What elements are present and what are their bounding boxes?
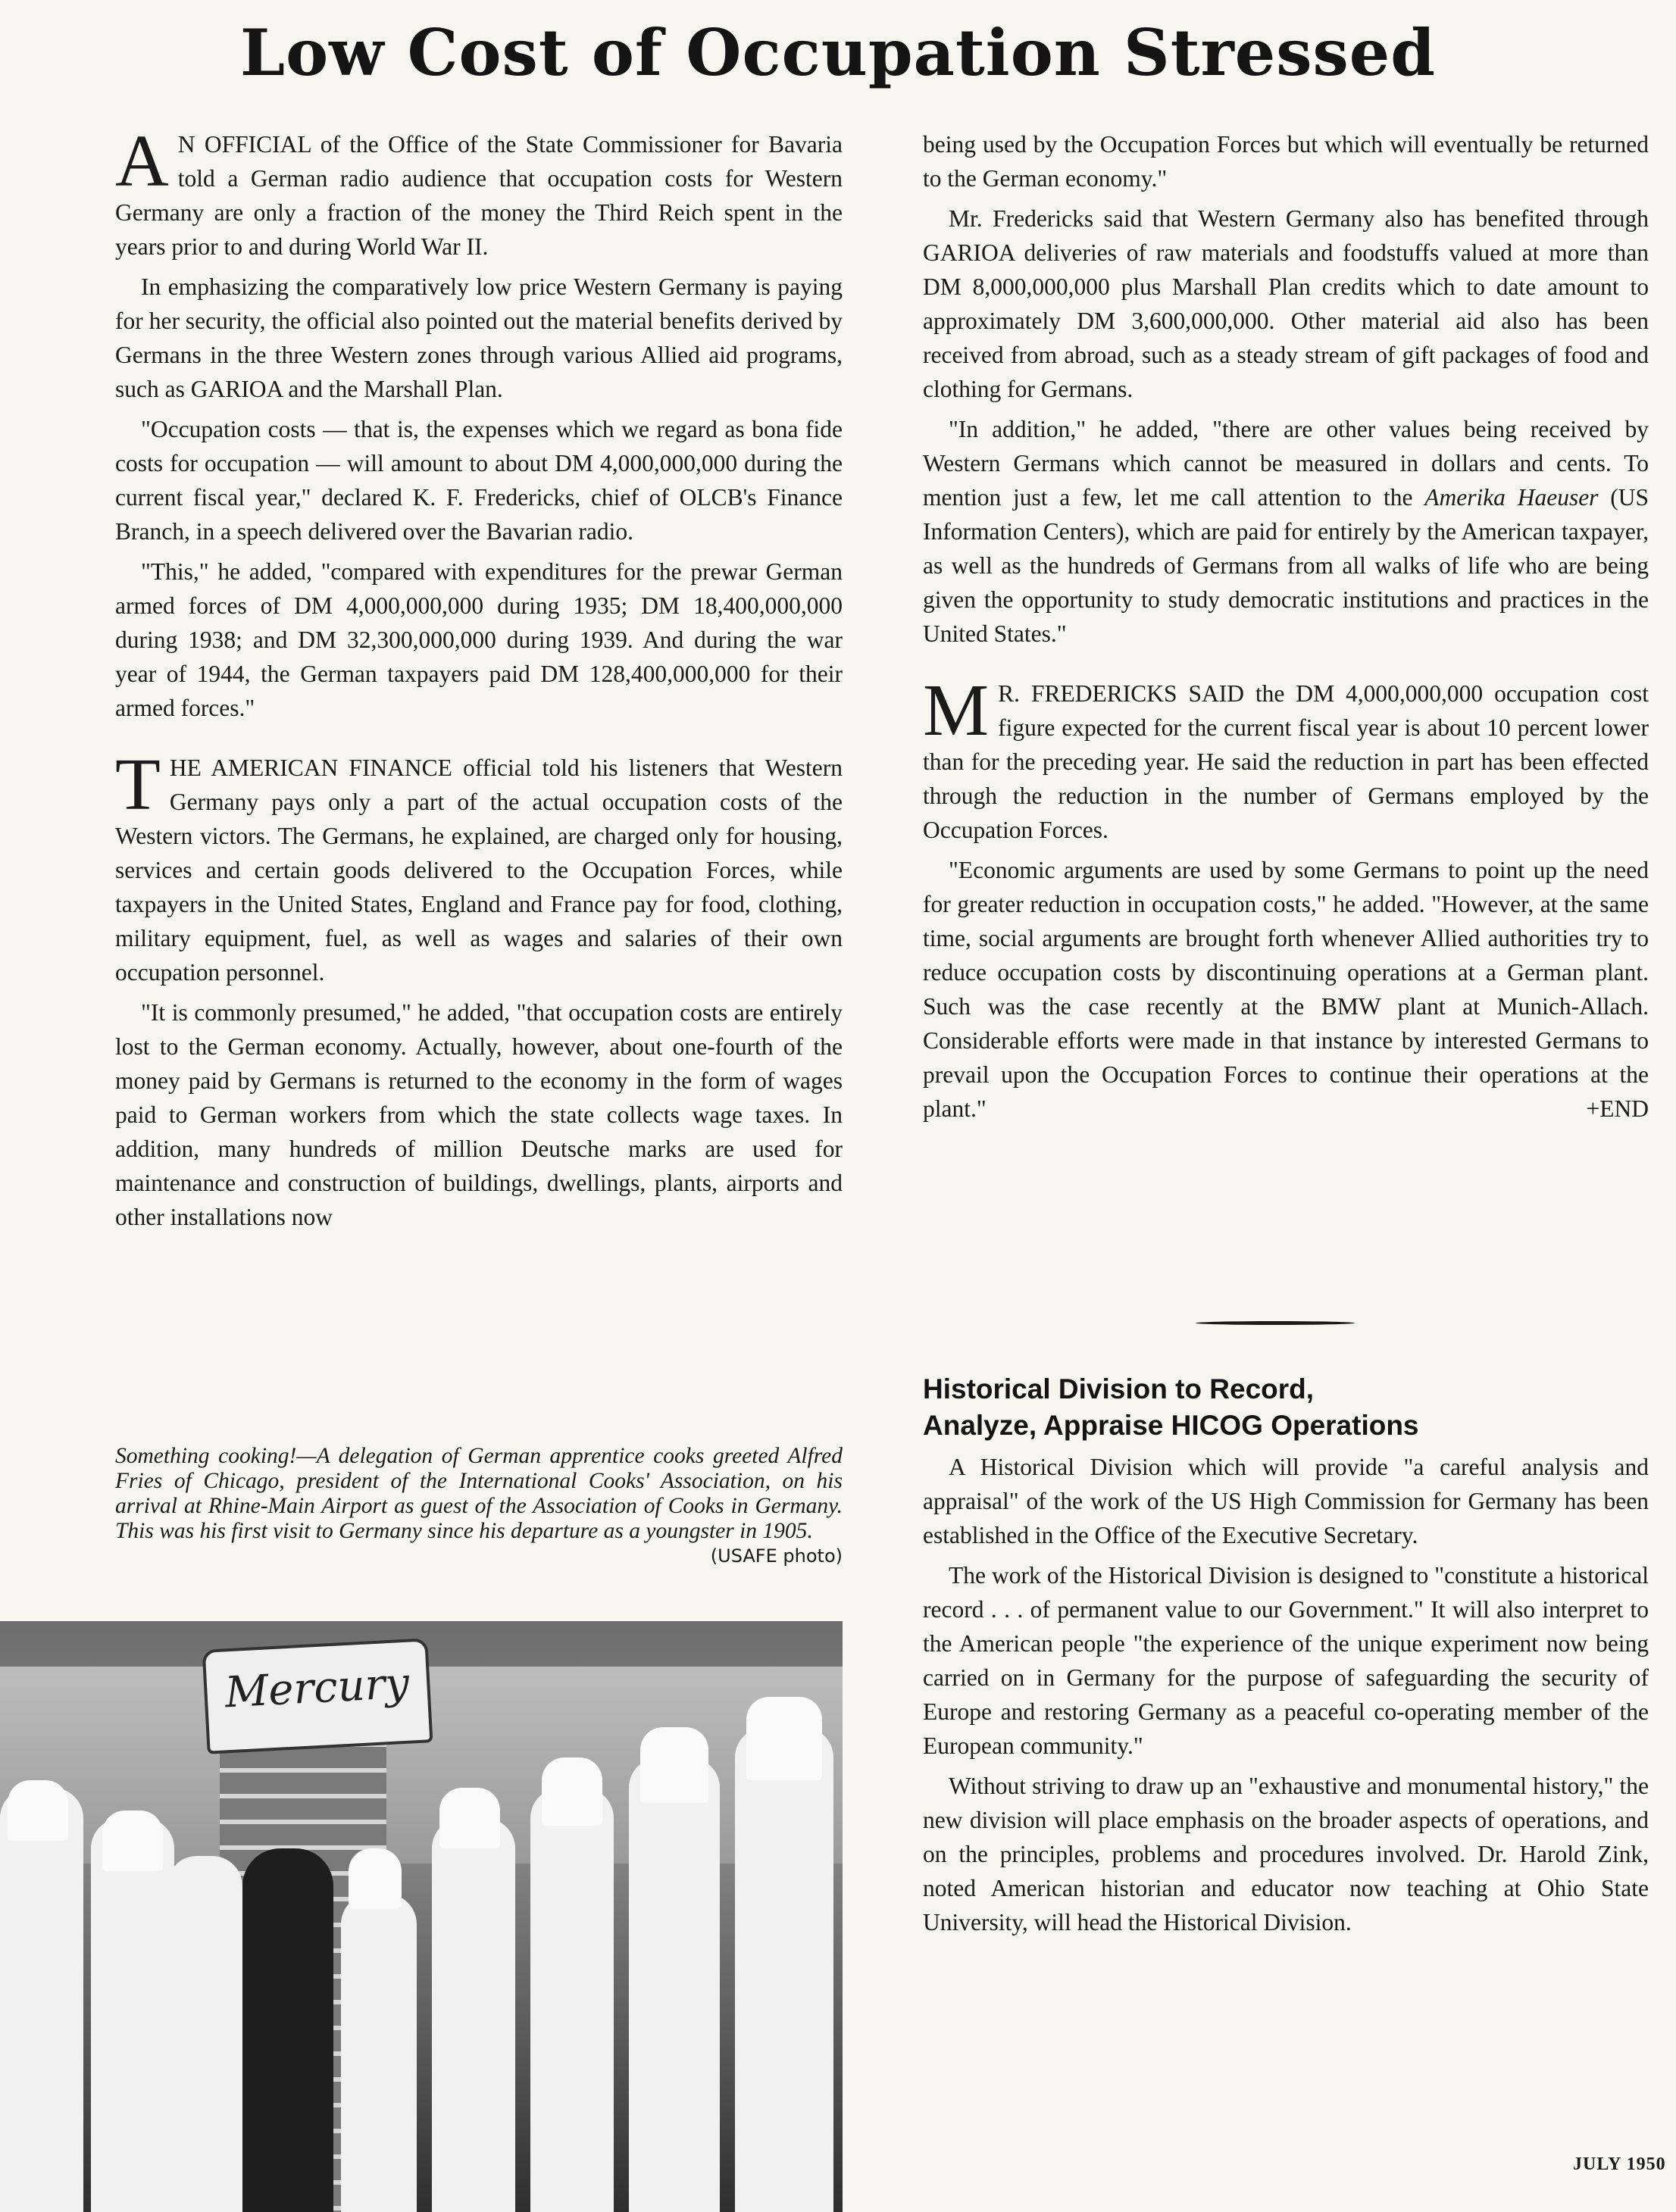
paragraph-3: "Occupation costs — that is, the expenses which we regard as bona fide costs for occupation — will amount to about DM 4,000,000,000 during the current fiscal year," declared K. F. Fredericks, chief of OLCB's Finance Branch, in a speech delivered over the Bavarian radio.	[115, 416, 843, 545]
chef-hat	[640, 1727, 708, 1803]
paragraph-4: "This," he added, "compared with expenditures for the prewar German armed forces of DM 4,000,000,000 during 1935; DM 18,400,000,000 during 1938; and DM 32,300,000,000 during 1939. And during the war year of 1944, the German taxpayers paid DM 128,400,000,000 for their armed forces."	[115, 558, 843, 721]
article-title: Low Cost of Occupation Stressed	[240, 15, 1436, 90]
paragraph-2: In emphasizing the comparatively low price Western Germany is paying for her security, the official also pointed out the material benefits derived by Germans in the three Western zones through various Allied aid programs, such as GARIOA and the Marshall Plan.	[115, 273, 843, 402]
left-column	[115, 120, 843, 1234]
chef-hat	[102, 1811, 163, 1871]
visitor-figure	[242, 1848, 333, 2212]
historical-paragraph-3: Without striving to draw up an "exhaustive and monumental history," the new division will place emphasis on the broader aspects of operations, and on the principles, problems and procedures involved. Dr. Harold Zink, noted American historian and educator now teaching at Ohio State University, will head the Historical Division.	[923, 1773, 1649, 1936]
cook-figure	[91, 1818, 174, 2212]
photo-credit: (USAFE photo)	[710, 1545, 843, 1567]
historical-paragraph-1: A Historical Division which will provide "a careful analysis and appraisal" of the work of the US High Commission for Germany has been established in the Office of the Executive Secretary.	[923, 1454, 1649, 1548]
section-divider	[1196, 1321, 1355, 1325]
paragraph-11: "Economic arguments are used by some Germans to point up the need for greater reduction in occupation costs," he added. "However, at the same time, social arguments are brought forth whenever Allied authorities try to reduce occupation costs by discontinuing operations at a German plant. Such was the case recently at the BMW plant at Munich-Allach. Considerable efforts were made in that instance by interested Germans to prevail upon the Occupation Forces to continue their operations at the plant." +END	[923, 853, 1649, 1126]
amerika-haeuser-term: Amerika Haeuser	[1424, 484, 1599, 511]
paragraph-7: being used by the Occupation Forces but which will eventually be returned to the German economy."	[923, 131, 1649, 192]
paragraph-8: Mr. Fredericks said that Western Germany also has benefited through GARIOA deliveries of raw materials and foodstuffs valued at more than DM 8,000,000,000 plus Marshall Plan credits which to date amount to approximately DM 3,600,000,000. Other material aid also has been received from abroad, such as a steady stream of gift packages of food and clothing for Germans.	[923, 205, 1649, 402]
cook-figure	[629, 1757, 720, 2212]
paragraph-6: "It is commonly presumed," he added, "that occupation costs are entirely lost to the German economy. Actually, however, about one-fourth of the money paid by Germans is returned to the economy in the form of wages paid to German workers from which the state collects wage taxes. In addition, many hundreds of million Deutsche marks are used for maintenance and construction of buildings, dwellings, plants, airports and other installations now	[115, 999, 843, 1230]
caption-text: Something cooking!—A delegation of German apprentice cooks greeted Alfred Fries of Chicago, president of the International Cooks' Association, on his arrival at Rhine-Main Airport as guest of the Association of Cooks in Germany. This was his first visit to Germany since his departure as a youngster in 1905.	[115, 1444, 843, 1543]
right-column	[923, 127, 1649, 1126]
historical-paragraph-2: The work of the Historical Division is designed to "constitute a historical record . . . of permanent value to our Government." It will also interpret to the American people "the experience of the unique experiment now being carried on in Germany for the purpose of safeguarding the security of Europe and restoring Germany as a peaceful co-operating member of the European community."	[923, 1562, 1649, 1759]
chef-hat	[8, 1780, 68, 1841]
mercury-sign: Mercury	[202, 1638, 433, 1754]
cook-figure	[0, 1788, 83, 2212]
cook-figure	[341, 1894, 417, 2212]
cook-figure	[432, 1818, 515, 2212]
cook-figure	[530, 1788, 614, 2212]
paragraph-9: "In addition," he added, "there are other values being received by Western Germans which cannot be measured in dollars and cents. To mention just a few, let me call attention to the Amerika Haeuser (US Information Centers), which are paid for entirely by the American taxpayer, as well as the hundreds of Germans from all walks of life who are being given the opportunity to study democratic institutions and practices in the United States."	[923, 416, 1649, 647]
end-mark: +END	[1586, 1095, 1649, 1122]
historical-column	[923, 1450, 1649, 1939]
paragraph-1: A N OFFICIAL of the Office of the State Commissioner for Bavaria told a German radio audience that occupation costs for Western Germany are only a fraction of the money the Third Reich spent in the years prior to and during World War II.	[115, 120, 843, 260]
drop-cap: M	[923, 670, 990, 751]
cook-figure	[735, 1727, 833, 2212]
photo-caption	[115, 1444, 843, 1569]
chef-hat	[349, 1848, 402, 1909]
historical-heading: Historical Division to Record, Analyze, Appraise HICOG Operations	[923, 1373, 1419, 1441]
drop-cap: T	[115, 744, 161, 826]
chef-hat	[439, 1788, 500, 1848]
paragraph-10: M R. FREDERICKS SAID the DM 4,000,000,000 occupation cost figure expected for the current fiscal year is about 10 percent lower than for the preceding year. He said the reduction in part has been effected through the reduction in the number of Germans employed by the Occupation Forces.	[923, 670, 1649, 843]
paragraph-5: THE AMERICAN FINANCE official told his listeners that Western Germany pays only a part of the actual occupation costs of the Western victors. The Germans, he explained, are charged only for housing, services and certain goods delivered to the Occupation Forces, while taxpayers in the United States, England and France pay for food, clothing, military equipment, fuel, as well as wages and salaries of their own occupation personnel.	[115, 744, 843, 986]
page-folio: JULY 1950	[1573, 2154, 1666, 2174]
cook-figure	[167, 1856, 242, 2212]
chef-hat	[542, 1757, 602, 1826]
drop-cap: A	[115, 120, 169, 202]
cooks-photo	[0, 1621, 843, 2212]
chef-hat	[746, 1697, 822, 1780]
